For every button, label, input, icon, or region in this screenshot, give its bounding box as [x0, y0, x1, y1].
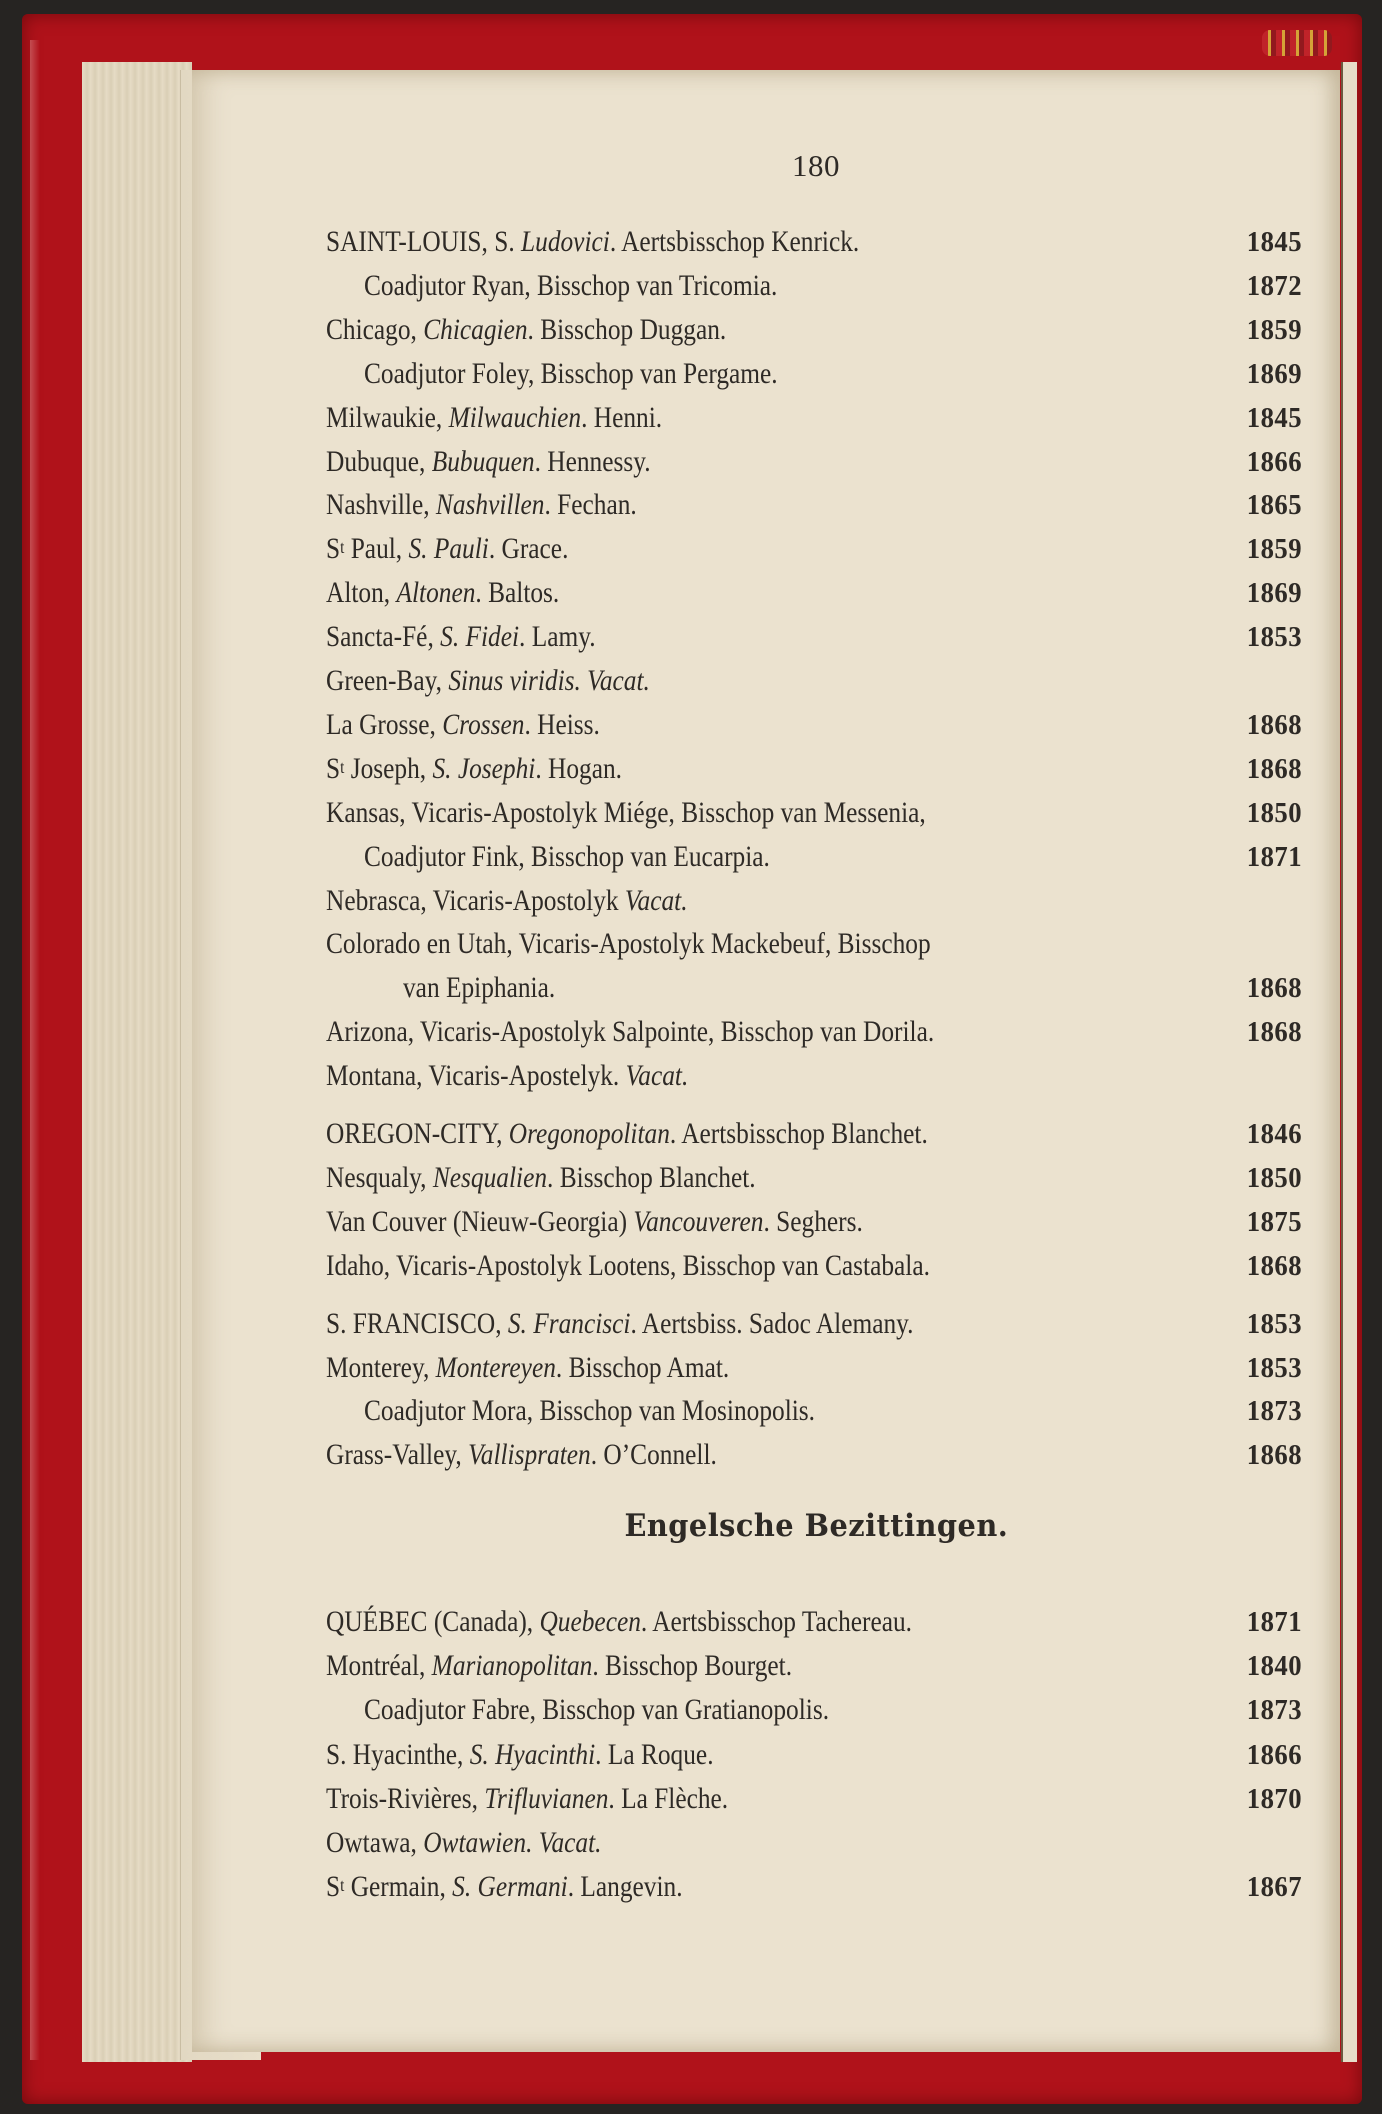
- entry-text: [326, 1114, 928, 1154]
- latin-name: Owtawien. Vacat.: [423, 1827, 602, 1859]
- entry-fragment: . O’Connell.: [590, 1439, 717, 1472]
- entry-line: [326, 1602, 1302, 1642]
- latin-name: Altonen: [396, 577, 476, 610]
- entry-fragment: Chicago,: [326, 313, 424, 346]
- entry-fragment: . Hogan.: [535, 752, 623, 785]
- entry-fragment: . Aertsbisschop Kenrick.: [609, 226, 860, 258]
- entry-line: [326, 398, 1302, 438]
- latin-name: Bubuquen: [431, 445, 535, 478]
- entry-text: [326, 1779, 728, 1819]
- entry-text: [326, 398, 662, 438]
- latin-name: Chicagien: [423, 313, 528, 346]
- latin-name: Montereyen: [435, 1351, 556, 1384]
- entry-fragment: . Langevin.: [567, 1871, 683, 1904]
- entry-line: [326, 705, 1302, 745]
- entry-fragment: . Lamy.: [519, 621, 596, 654]
- entry-line: [326, 617, 1302, 657]
- entry-fragment: . Fechan.: [544, 489, 637, 522]
- entry-line: [326, 1012, 1302, 1052]
- entry-fragment: . Bisschop Duggan.: [527, 313, 727, 346]
- entry-fragment: . La Flèche.: [608, 1782, 729, 1815]
- entry-fragment: Arizona, Vicaris-Apostolyk Salpointe, Bisschop van Dorila.: [326, 1016, 935, 1049]
- entry-line: [326, 1690, 1302, 1730]
- entry-text: [403, 968, 555, 1008]
- entry-year: 1868: [1246, 1016, 1302, 1049]
- entry-fragment: S. FRANCISCO,: [326, 1307, 508, 1340]
- entry-fragment: Coadjutor Mora, Bisschop van Mosinopolis.: [364, 1395, 816, 1428]
- entry-fragment: . Aertsbisschop Tachereau.: [640, 1606, 913, 1638]
- entry-fragment: . Hennessy.: [534, 445, 651, 478]
- entry-year: 1846: [1246, 1118, 1302, 1150]
- entry-text: [326, 1246, 930, 1286]
- entry-text: [326, 881, 688, 921]
- entry-year: 1873: [1246, 1395, 1302, 1428]
- entry-year: 1853: [1246, 1307, 1302, 1340]
- entry-line: [326, 968, 1302, 1008]
- entry-text: [326, 310, 726, 350]
- latin-name: Vacat.: [624, 884, 688, 917]
- entry-line: [326, 1391, 1302, 1431]
- entry-fragment: . Baltos.: [475, 577, 560, 610]
- entry-line: [326, 1348, 1302, 1388]
- entry-year: 1840: [1246, 1650, 1302, 1683]
- latin-name: Sinus viridis. Vacat.: [448, 665, 650, 697]
- entry-year: 1869: [1246, 357, 1302, 390]
- entry-fragment: Van Couver (Nieuw-Georgia): [326, 1205, 634, 1238]
- entry-text: [326, 1867, 683, 1907]
- entry-fragment: OREGON-CITY,: [326, 1118, 509, 1150]
- entry-text: [326, 1012, 934, 1052]
- entry-line: [326, 1114, 1302, 1154]
- entry-fragment: Trois-Rivières,: [326, 1782, 485, 1815]
- latin-name: Oregonopolitan: [508, 1118, 670, 1150]
- entry-year: 1866: [1246, 1738, 1302, 1771]
- entry-line: [326, 1202, 1302, 1242]
- entry-line: [326, 222, 1302, 262]
- entry-fragment: Coadjutor Fink, Bisschop van Eucarpia.: [364, 840, 770, 873]
- entry-line: [326, 1646, 1302, 1686]
- next-page-edge: [1341, 62, 1357, 2062]
- entry-year: 1873: [1246, 1694, 1302, 1727]
- entry-fragment: QUÉBEC (Canada),: [326, 1606, 540, 1638]
- entry-text: [326, 793, 926, 833]
- entry-fragment: Coadjutor Fabre, Bisschop van Gratianopolis.: [364, 1694, 830, 1727]
- entry-text: [326, 1348, 729, 1388]
- entry-fragment: Idaho, Vicaris-Apostolyk Lootens, Bisschop van Castabala.: [326, 1249, 930, 1282]
- latin-name: Ludovici: [521, 226, 610, 258]
- latin-name: S. Fidei: [440, 621, 520, 654]
- entry-text: [326, 924, 931, 964]
- entry-text: [326, 222, 859, 262]
- entry-year: 1875: [1246, 1205, 1302, 1238]
- entry-text: [326, 1435, 717, 1475]
- entry-fragment: Montréal,: [326, 1650, 432, 1683]
- entry-fragment: Nashville,: [326, 489, 436, 522]
- entry-line: [326, 749, 1302, 789]
- section-heading-text: Engelsche Bezittingen.: [624, 1508, 1008, 1544]
- entry-line: [326, 1823, 1302, 1863]
- entry-text: [326, 573, 559, 613]
- entry-fragment: Green-Bay,: [326, 665, 449, 697]
- entry-fragment: Nesqualy,: [326, 1161, 433, 1194]
- entry-fragment: SAINT-LOUIS,: [326, 226, 495, 258]
- entry-year: 1845: [1246, 401, 1302, 434]
- entry-fragment: . Grace.: [488, 533, 569, 566]
- entry-year: 1871: [1246, 1606, 1302, 1638]
- entry-year: 1859: [1246, 533, 1302, 566]
- entry-text: [326, 1735, 714, 1775]
- entry-year: 1853: [1246, 1351, 1302, 1384]
- entry-line: [326, 1158, 1302, 1198]
- entry-line: [326, 1246, 1302, 1286]
- entry-fragment: Montana, Vicaris-Apostelyk.: [326, 1060, 626, 1093]
- entry-fragment: La Grosse,: [326, 708, 443, 741]
- entry-fragment: Alton,: [326, 577, 397, 610]
- entry-text: [364, 1391, 815, 1431]
- entry-line: [326, 354, 1302, 394]
- entry-fragment: S: [326, 752, 341, 785]
- entry-text: [326, 617, 596, 657]
- entry-text: [326, 1056, 688, 1096]
- entry-line: [326, 881, 1302, 921]
- entry-line: [326, 1056, 1302, 1096]
- entry-year: 1869: [1246, 577, 1302, 610]
- entry-year: 1866: [1246, 445, 1302, 478]
- superscript: t: [340, 537, 345, 558]
- entry-year: 1868: [1246, 972, 1302, 1005]
- entry-fragment: Coadjutor Foley, Bisschop van Pergame.: [364, 357, 778, 390]
- entry-fragment: S: [326, 533, 341, 566]
- latin-name: S. Hyacinthi: [469, 1738, 596, 1771]
- entry-text: [326, 705, 600, 745]
- latin-name: Nashvillen: [435, 489, 545, 522]
- latin-name: Quebecen: [539, 1606, 641, 1638]
- entry-fragment: Colorado en Utah, Vicaris-Apostolyk Mackebeuf, Bisschop: [326, 928, 931, 961]
- entry-year: 1867: [1246, 1871, 1302, 1904]
- latin-name: Marianopolitan: [431, 1650, 593, 1683]
- entry-fragment: . Bisschop Blanchet.: [547, 1161, 756, 1194]
- entry-line: [326, 266, 1302, 306]
- bookmark-ribbon: [1262, 30, 1332, 56]
- entry-fragment: Milwaukie,: [326, 401, 449, 434]
- entry-year: 1868: [1246, 1249, 1302, 1282]
- latin-name: Nesqualien: [432, 1161, 548, 1194]
- entry-fragment: . Aertsbiss. Sadoc Alemany.: [630, 1307, 914, 1340]
- entry-line: [326, 837, 1302, 877]
- entry-line: [326, 661, 1302, 701]
- entry-fragment: Sancta-Fé,: [326, 621, 441, 654]
- entry-line: [326, 1304, 1302, 1344]
- entry-text: [364, 266, 777, 306]
- entry-fragment: . La Roque.: [595, 1738, 714, 1771]
- entry-year: 1865: [1246, 489, 1302, 522]
- entry-fragment: Coadjutor Ryan, Bisschop van Tricomia.: [364, 269, 778, 302]
- entry-fragment: . Seghers.: [763, 1205, 863, 1238]
- latin-name: S. Germani: [452, 1871, 568, 1904]
- entry-year: 1871: [1246, 840, 1302, 873]
- entry-line: [326, 310, 1302, 350]
- entry-year: 1870: [1246, 1782, 1302, 1815]
- entry-line: [326, 793, 1302, 833]
- entry-fragment: . Henni.: [581, 401, 663, 434]
- entry-year: 1868: [1246, 752, 1302, 785]
- latin-name: Vacat.: [625, 1060, 689, 1093]
- entry-text: [364, 1690, 829, 1730]
- entry-text: [326, 485, 637, 525]
- entry-year: 1853: [1246, 621, 1302, 654]
- entry-text: [326, 1158, 756, 1198]
- entry-text: [326, 442, 651, 482]
- entry-line: [326, 1735, 1302, 1775]
- entry-fragment: . Bisschop Bourget.: [592, 1650, 793, 1683]
- entry-year: 1868: [1246, 708, 1302, 741]
- superscript: t: [340, 1875, 345, 1896]
- entry-fragment: Paul,: [344, 533, 409, 566]
- page-number: 180: [792, 148, 840, 183]
- entry-text: [364, 354, 778, 394]
- latin-name: Trifluvianen: [484, 1782, 609, 1815]
- latin-name: Crossen: [442, 708, 525, 741]
- entry-fragment: Germain,: [344, 1871, 453, 1904]
- superscript: t: [340, 756, 345, 777]
- latin-name: Vancouveren: [633, 1205, 764, 1238]
- entry-fragment: S. Hyacinthe,: [326, 1738, 470, 1771]
- entry-line: [326, 924, 1302, 964]
- entry-fragment: . Bisschop Amat.: [555, 1351, 730, 1384]
- entry-line: [326, 1435, 1302, 1475]
- entry-fragment: Monterey,: [326, 1351, 436, 1384]
- entry-line: [326, 442, 1302, 482]
- entry-fragment: Joseph,: [344, 752, 433, 785]
- entry-year: 1845: [1246, 226, 1302, 258]
- entry-line: [326, 529, 1302, 569]
- entry-fragment: van Epiphania.: [403, 972, 556, 1005]
- entry-line: [326, 1779, 1302, 1819]
- entry-fragment: . Aertsbisschop Blanchet.: [669, 1118, 928, 1150]
- latin-name: S. Josephi: [432, 752, 536, 785]
- entry-fragment: Nebrasca, Vicaris-Apostolyk: [326, 884, 625, 917]
- entry-text: [326, 1602, 912, 1642]
- entry-fragment: S: [326, 1871, 341, 1904]
- entry-line: [326, 573, 1302, 613]
- entry-text: [326, 1646, 792, 1686]
- entry-year: 1872: [1246, 269, 1302, 302]
- entry-fragment: Kansas, Vicaris-Apostolyk Miége, Bisschop van Messenia,: [326, 796, 926, 829]
- entry-line: [326, 485, 1302, 525]
- entry-text: [326, 1304, 914, 1344]
- entry-text: [364, 837, 770, 877]
- entry-fragment: . Heiss.: [524, 708, 600, 741]
- section-heading: [326, 1508, 1306, 1544]
- entry-year: 1859: [1246, 313, 1302, 346]
- entry-text: [326, 749, 622, 789]
- entry-year: 1850: [1246, 1161, 1302, 1194]
- latin-name: Vallispraten: [468, 1439, 591, 1472]
- entry-fragment: Dubuque,: [326, 445, 432, 478]
- entry-text: [326, 529, 568, 569]
- entry-text: [326, 1823, 602, 1863]
- entry-text: [326, 1202, 863, 1242]
- latin-name: S. Francisci: [507, 1307, 631, 1340]
- entry-fragment: Grass-Valley,: [326, 1439, 469, 1472]
- page-stack-edge: [82, 62, 192, 2062]
- entry-fragment: S.: [494, 226, 522, 258]
- entry-year: 1868: [1246, 1439, 1302, 1472]
- latin-name: Milwauchien: [448, 401, 582, 434]
- entry-text: [326, 661, 650, 701]
- entry-year: 1850: [1246, 796, 1302, 829]
- entry-line: [326, 1867, 1302, 1907]
- entry-fragment: Owtawa,: [326, 1827, 424, 1859]
- cover-sheen: [30, 40, 40, 2060]
- latin-name: S. Pauli: [408, 533, 489, 566]
